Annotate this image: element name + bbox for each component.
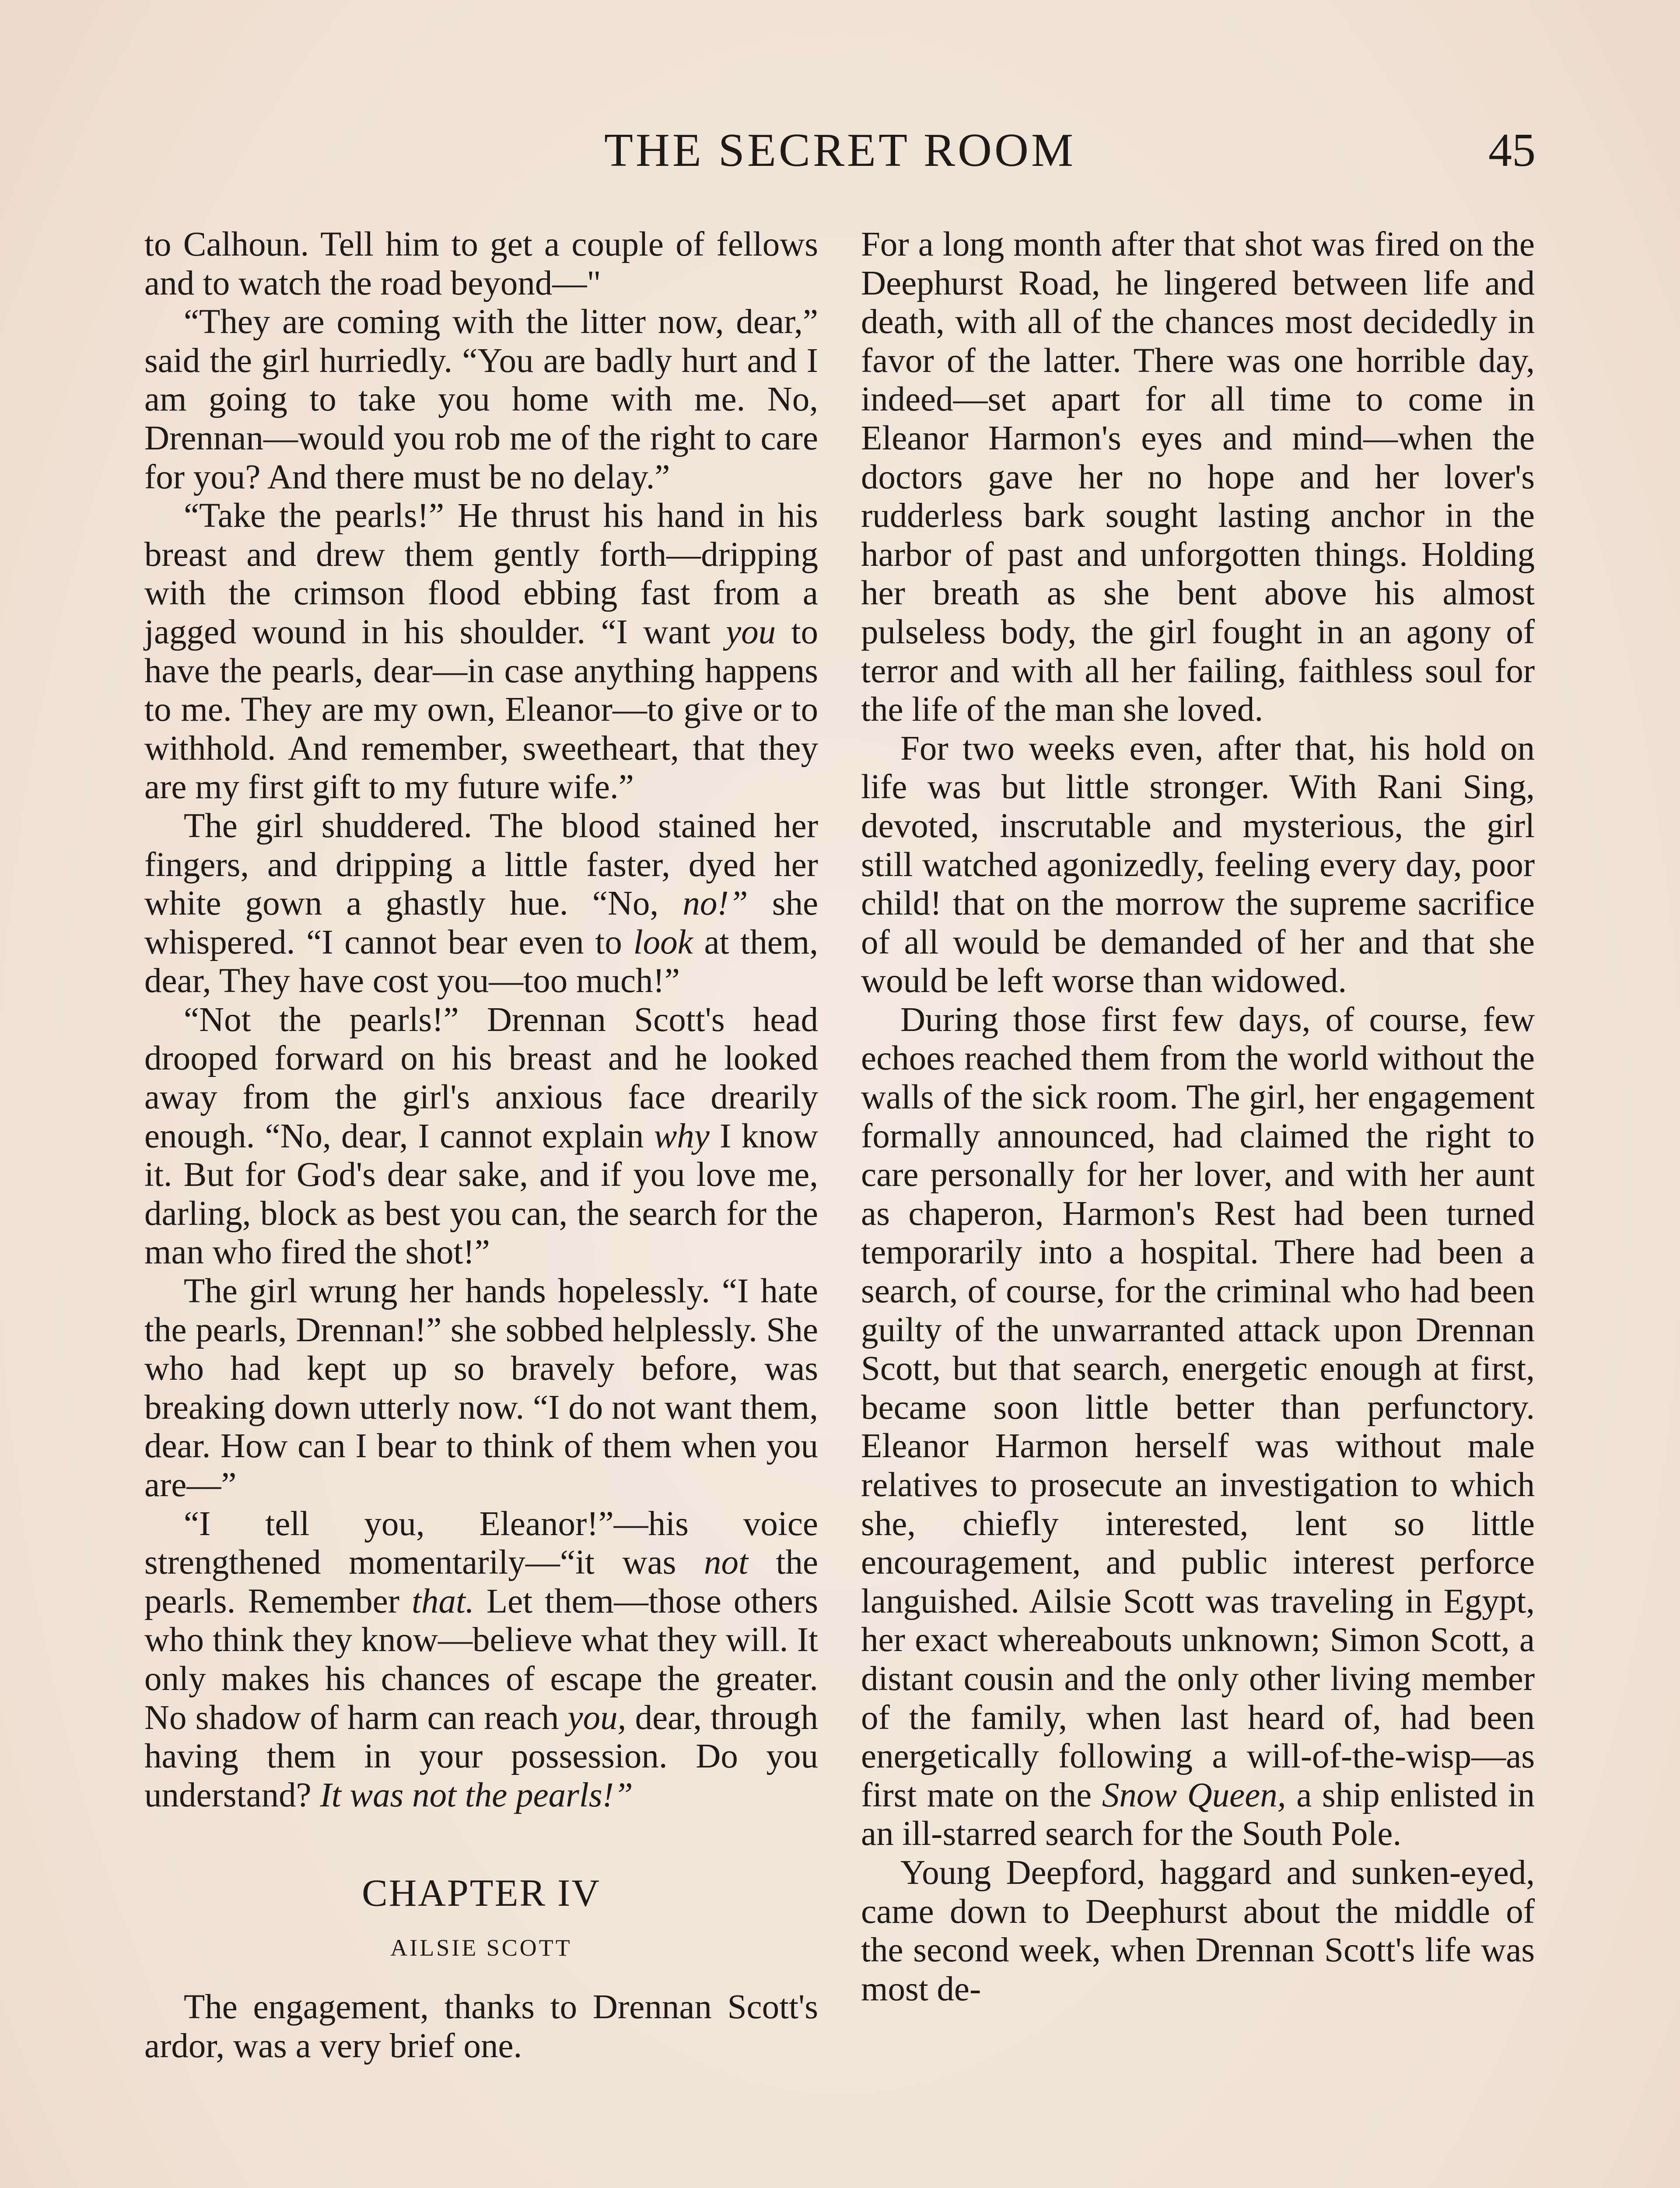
emphasis: look (633, 923, 693, 961)
emphasis: that. (412, 1582, 474, 1620)
text-run: During those first few days, of course, few echoes reached them from the world without the walls of the sick room. The girl, her engagement formally announced, had claimed the right to care personally for her lover, and with her aunt as chaperon, Harmon's Rest had been turned temporarily into a hospital. There had been a search, of course, for the criminal who had been guilty of the unwarranted attack upon Drennan Scott, but that search, energetic enough at first, became soon little better than perfunctory. Eleanor Harmon herself was without male relatives to prosecute an investigation to which she, chiefly interested, lent so little encouragement, and public interest perforce languished. Ailsie Scott was traveling in Egypt, her exact whereabouts unknown; Simon Scott, a distant cousin and the only other living member of the family, when last heard of, had been energetically following a will-of-the-wisp—as first mate on the (861, 1000, 1535, 1814)
text-run: at them, dear, They have cost you—too much!” (144, 923, 819, 1000)
paragraph: For two weeks even, after that, his hold on life was but little stronger. With Rani Sing, devoted, inscrutable and mysterious, the girl still watched agonizedly, feeling every day, poor child! that on the morrow the supreme sacrifice of all would be demanded of her and that she would be left worse than widowed. (861, 729, 1535, 1000)
paragraph (144, 1505, 818, 1815)
paragraph: “They are coming with the litter now, dear,” said the girl hurriedly. “You are badly hurt and I am going to take you home with me. No, Drennan—would you rob me of the right to care for you? And there must be no delay.” (144, 303, 818, 496)
paragraph (144, 1001, 818, 1272)
running-head-title: THE SECRET ROOM (604, 124, 1076, 176)
emphasis: no!” (682, 884, 748, 923)
text-run: “Take the pearls!” He thrust his hand in his breast and drew them gently forth—dripping with the crimson flood ebbing fast from a jagged wound in his shoulder. “I want (144, 497, 818, 651)
text-run: Let them—those others who think they know—believe what they will. It only makes his chances of escape the greater. No shadow of harm can reach (144, 1582, 818, 1737)
paragraph: to Calhoun. Tell him to get a couple of fellows and to watch the road beyond—" (144, 225, 818, 302)
paragraph: The girl wrung her hands hopelessly. “I hate the pearls, Drennan!” she sobbed helplessly. She who had kept up so bravely before, was breaking down utterly now. “I do not want them, dear. How can I bear to think of them when you are—” (144, 1272, 818, 1504)
paragraph: Young Deepford, haggard and sunken-eyed, came down to Deephurst about the middle of the second week, when Drennan Scott's life was most de- (861, 1853, 1535, 2008)
text-run: The girl shuddered. The blood stained her fingers, and dripping a little faster, dyed her white gown a ghastly hue. “No, (144, 806, 818, 923)
emphasis: you, (567, 1698, 626, 1737)
text-run: she whispered. “I cannot bear even to (144, 884, 819, 961)
chapter-title: CHAPTER IV (362, 1872, 601, 1915)
paragraph (861, 1001, 1535, 1854)
emphasis: not (704, 1543, 748, 1582)
text-run: I know it. But for God's dear sake, and if you love me, darling, block as best you can, the search for the man who fired the shot!” (144, 1117, 818, 1272)
paragraph: For a long month after that shot was fired on the Deephurst Road, he lingered between life and death, with all of the chances most decidedly in favor of the latter. There was one horrible day, indeed—set apart for all time to come in Eleanor Harmon's eyes and mind—when the doctors gave her no hope and her lover's rudderless bark sought lasting anchor in the harbor of past and unforgotten things. Holding her breath as she bent above his almost pulseless body, the girl fought in an agony of terror and with all her failing, faithless soul for the life of the man she loved. (861, 225, 1535, 729)
text-run: the pearls. Remember (144, 1543, 819, 1620)
paragraph: The engagement, thanks to Drennan Scott's ardor, was a very brief one. (144, 1988, 818, 2065)
paragraph (144, 497, 818, 807)
page-number: 45 (1488, 124, 1536, 176)
emphasis: why (654, 1117, 710, 1155)
emphasis: It was not the pearls!” (320, 1776, 633, 1814)
text-run: to have the pearls, dear—in case anything happens to me. They are my own, Eleanor—to give or to withhold. And remember, sweetheart, that they are my first gift to my future wife.” (144, 613, 818, 806)
text-run: a ship enlisted in an ill-starred search for the South Pole. (861, 1776, 1535, 1853)
chapter-subtitle: AILSIE SCOTT (390, 1935, 572, 1961)
emphasis: you (726, 613, 776, 651)
left-column (144, 225, 818, 2066)
right-column (861, 225, 1535, 2009)
text-run: “Not the pearls!” Drennan Scott's head drooped forward on his breast and he looked away from the girl's anxious face drearily enough. “No, dear, I cannot explain (144, 1000, 818, 1155)
emphasis: Snow Queen, (1102, 1776, 1286, 1814)
paragraph (144, 807, 818, 1001)
text-run: “I tell you, Eleanor!”—his voice strengthened momentarily—“it was (144, 1504, 818, 1582)
text-run: dear, through having them in your possession. Do you understand? (144, 1698, 819, 1814)
